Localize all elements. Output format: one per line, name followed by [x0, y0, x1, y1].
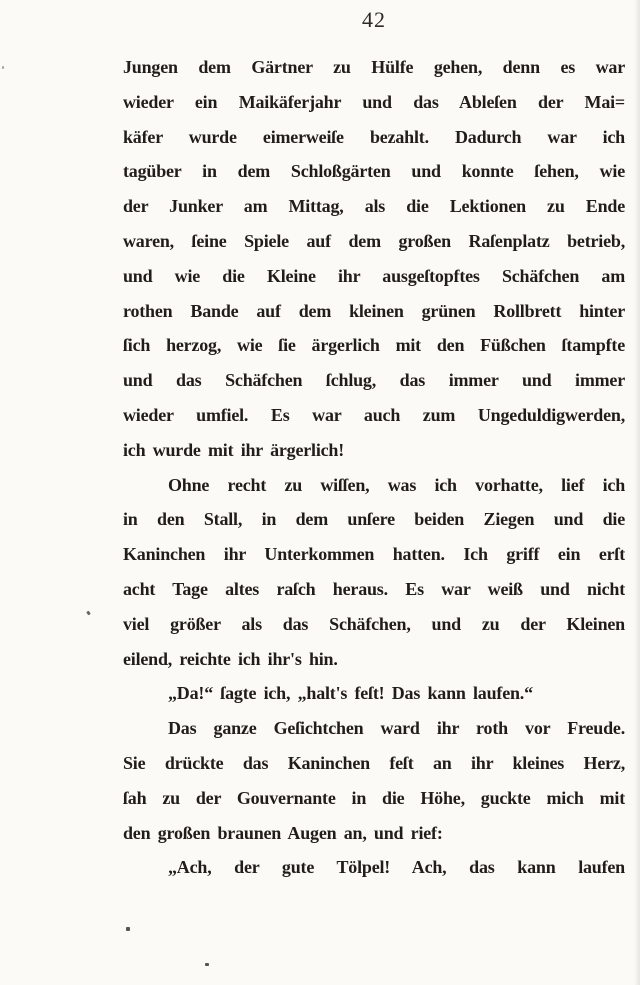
- text-line: den großen braunen Augen an, und rief:: [123, 822, 443, 843]
- scan-edge-shadow: [634, 0, 640, 985]
- text-line: ſich herzog, wie ſie ärgerlich mit den Füßchen ſtampfte: [123, 335, 625, 356]
- ink-speck: [126, 927, 130, 931]
- text-line: acht Tage altes raſch heraus. Es war weiß und nicht: [123, 578, 625, 599]
- text-line: käfer wurde eimerweiſe bezahlt. Dadurch war ich: [123, 126, 625, 147]
- text-line: Ohne recht zu wiſſen, was ich vorhatte, lief ich: [168, 474, 625, 495]
- text-line: ſah zu der Gouvernante in die Höhe, guckte mich mit: [123, 787, 625, 808]
- text-line: ich wurde mit ihr ärgerlich!: [123, 439, 345, 460]
- text-line: tagüber in dem Schloßgärten und konnte ſehen, wie: [123, 161, 625, 182]
- text-line: eilend, reichte ich ihr's hin.: [123, 648, 338, 669]
- text-line: waren, ſeine Spiele auf dem großen Raſenplatz betrieb,: [123, 230, 625, 251]
- text-line: Das ganze Geſichtchen ward ihr roth vor Freude.: [168, 718, 625, 739]
- text-line: und das Schäfchen ſchlug, das immer und immer: [123, 370, 625, 391]
- text-line: wieder ein Maikäferjahr und das Ableſen der Mai=: [123, 91, 625, 112]
- text-line: der Junker am Mittag, als die Lektionen zu Ende: [123, 196, 625, 217]
- text-line: rothen Bande auf dem kleinen grünen Rollbrett hinter: [123, 300, 625, 321]
- text-line: wieder umfiel. Es war auch zum Ungeduldigwerden,: [123, 404, 625, 425]
- page-text: [123, 50, 625, 885]
- text-line: und wie die Kleine ihr ausgeſtopftes Schäfchen am: [123, 265, 625, 286]
- text-line: viel größer als das Schäfchen, und zu der Kleinen: [123, 613, 625, 634]
- ink-speck: [2, 66, 4, 69]
- ink-speck: [86, 611, 91, 616]
- ink-speck: [205, 963, 209, 966]
- text-line: Sie drückte das Kaninchen feſt an ihr kleines Herz,: [123, 752, 625, 773]
- text-line: „Da!“ ſagte ich, „halt's feſt! Das kann laufen.“: [168, 683, 533, 704]
- text-line: Kaninchen ihr Unterkommen hatten. Ich griff ein erſt: [123, 544, 625, 565]
- text-line: in den Stall, in dem unſere beiden Ziegen und die: [123, 509, 625, 530]
- text-line: Jungen dem Gärtner zu Hülfe gehen, denn es war: [123, 57, 625, 77]
- text-line: „Ach, der gute Tölpel! Ach, das kann laufen: [168, 857, 625, 878]
- page-number: 42: [362, 7, 386, 32]
